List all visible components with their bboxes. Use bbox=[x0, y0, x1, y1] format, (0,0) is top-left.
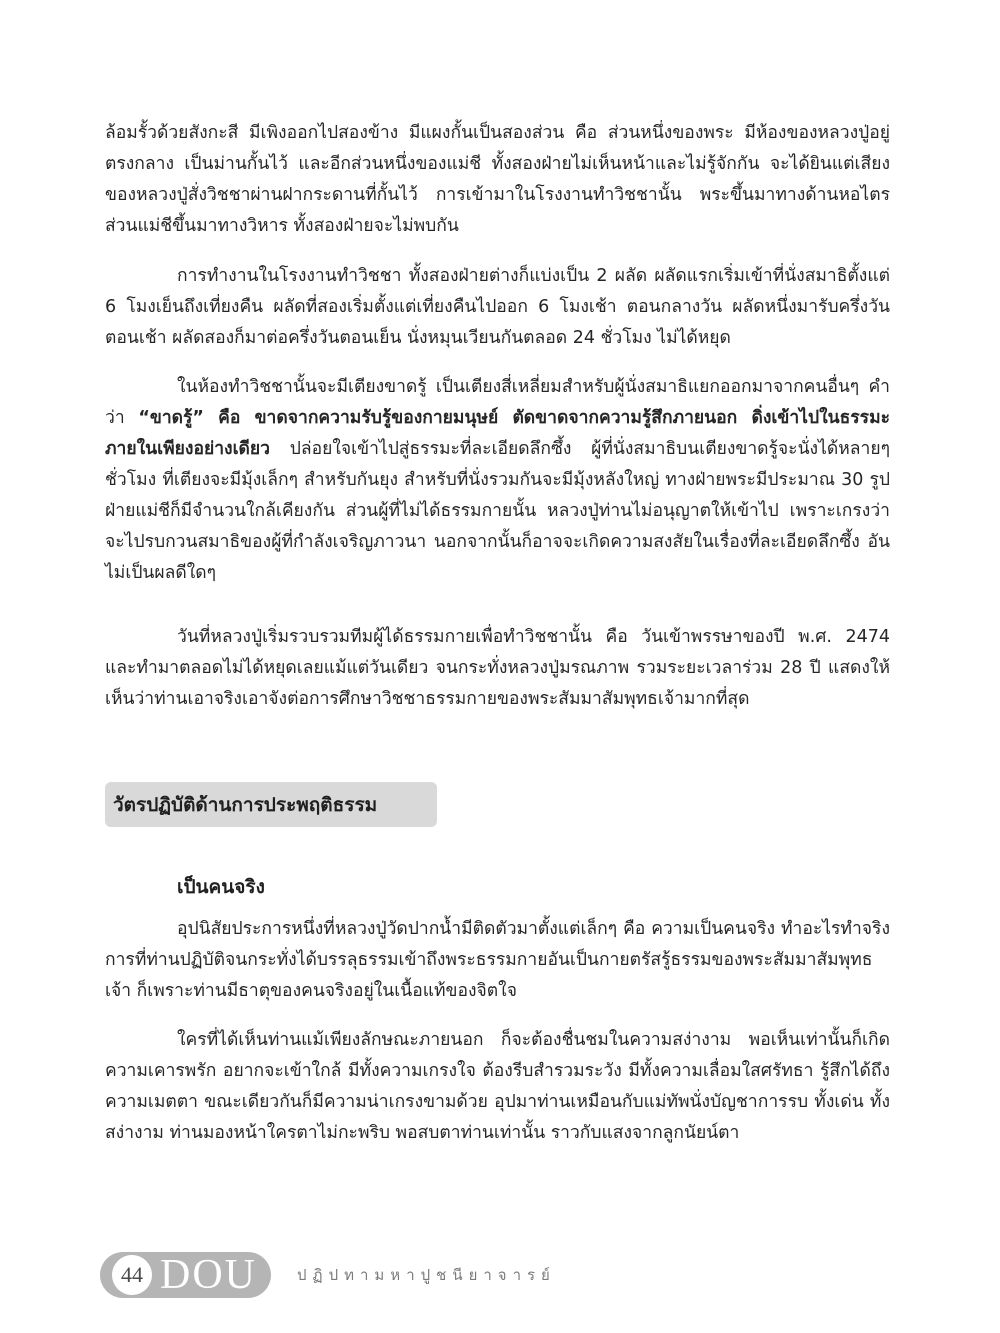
page-number: 44 bbox=[112, 1255, 152, 1295]
paragraph-4: วันที่หลวงปู่เริ่มรวบรวมทีมผู้ได้ธรรมกายเพื่อทำวิชชานั้น คือ วันเข้าพรรษาของปี พ.ศ. 2474 และทำมาตลอดไม่ได้หยุดเลยแม้แต่วันเดียว จนกระทั่งหลวงปู่มรณภาพ รวมระยะเวลาร่วม 28 ปี แสดงให้เห็นว่าท่านเอาจริงเอาจังต่อการศึกษาวิชชาธรรมกายของพระสัมมาสัมพุทธเจ้ามากที่สุด bbox=[105, 627, 890, 709]
section-header bbox=[105, 782, 437, 827]
footer-badge bbox=[100, 1252, 271, 1298]
paragraph-3-rest: ปล่อยใจเข้าไปสู่ธรรมะที่ละเอียดลึกซึ้ง ผู้ที่นั่งสมาธิบนเตียงขาดรู้จะนั่งได้หลายๆ ชั่วโมง ที่เตียงจะมีมุ้งเล็กๆ สำหรับกันยุง สำหรับที่นั่งรวมกันจะมีมุ้งหลังใหญ่ ทางฝ่ายพระมีประมาณ 30 รูป ฝ่ายแม่ชีก็มีจำนวนใกล้เคียงกัน ส่วนผู้ที่ไม่ได้ธรรมกายนั้น หลวงปู่ท่านไม่อนุญาตให้เข้าไป เพราะเกรงว่าจะไปรบกวนสมาธิของผู้ที่กำลังเจริญภาวนา นอกจากนั้นก็อาจจะเกิดความสงสัยในเรื่องที่ละเอียดลึกซึ้ง อันไม่เป็นผลดีใดๆ bbox=[105, 439, 890, 583]
book-title: ปฏิปทามหาปูชนียาจารย์ bbox=[297, 1266, 556, 1284]
paragraph-2: การทำงานในโรงงานทำวิชชา ทั้งสองฝ่ายต่างก็แบ่งเป็น 2 ผลัด ผลัดแรกเริ่มเข้าที่นั่งสมาธิตั้งแต่ 6 โมงเย็นถึงเที่ยงคืน ผลัดที่สองเริ่มตั้งแต่เที่ยงคืนไปออก 6 โมงเช้า ตอนกลางวัน ผลัดหนึ่งมารับครึ่งวันตอนเช้า ผลัดสองก็มาต่อครึ่งวันตอนเย็น นั่งหมุนเวียนกันตลอด 24 ชั่วโมง ไม่ได้หยุด bbox=[105, 266, 890, 348]
brand-logo: DOU bbox=[160, 1252, 257, 1298]
paragraph-6: ใครที่ได้เห็นท่านแม้เพียงลักษณะภายนอก ก็จะต้องชื่นชมในความสง่างาม พอเห็นเท่านั้นก็เกิดความเคารพรัก อยากจะเข้าใกล้ มีทั้งความเกรงใจ ต้องรีบสำรวมระวัง มีทั้งความเลื่อมใสศรัทธา รู้สึกได้ถึงความเมตตา ขณะเดียวกันก็มีความน่าเกรงขามด้วย อุปมาท่านเหมือนกับแม่ทัพนั่งบัญชาการรบ ทั้งเด่น ทั้งสง่างาม ท่านมองหน้าใครตาไม่กะพริบ พอสบตาท่านเท่านั้น ราวกับแสงจากลูกนัยน์ตา bbox=[105, 1030, 890, 1143]
paragraph-1: ล้อมรั้วด้วยสังกะสี มีเพิงออกไปสองข้าง มีแผงกั้นเป็นสองส่วน คือ ส่วนหนึ่งของพระ มีห้องของหลวงปู่อยู่ตรงกลาง เป็นม่านกั้นไว้ และอีกส่วนหนึ่งของแม่ชี ทั้งสองฝ่ายไม่เห็นหน้าและไม่รู้จักกัน จะได้ยินแต่เสียงของหลวงปู่สั่งวิชชาผ่านฝากระดานที่กั้นไว้ การเข้ามาในโรงงานทำวิชชานั้น พระขึ้นมาทางด้านหอไตร ส่วนแม่ชีขึ้นมาทางวิหาร ทั้งสองฝ่ายจะไม่พบกัน bbox=[105, 123, 890, 236]
paragraph-3 bbox=[105, 372, 890, 589]
khad-ru-definition: “ขาดรู้” คือ ขาดจากความรับรู้ของกายมนุษย์ ตัดขาดจากความรู้สึกภายนอก ดิ่งเข้าไปในธรรมะภายในเพียงอย่างเดียว bbox=[105, 408, 890, 459]
paragraph-3-intro: ในห้องทำวิชชานั้นจะมีเตียงขาดรู้ เป็นเตียงสี่เหลี่ยมสำหรับผู้นั่งสมาธิแยกออกมาจากคนอื่นๆ คำว่า bbox=[105, 377, 890, 428]
subheading: เป็นคนจริง bbox=[177, 876, 265, 898]
section-title: วัตรปฏิบัติด้านการประพฤติธรรม bbox=[113, 793, 378, 816]
paragraph-5: อุปนิสัยประการหนึ่งที่หลวงปู่วัดปากน้ำมีติดตัวมาตั้งแต่เล็กๆ คือ ความเป็นคนจริง ทำอะไรทำจริง การที่ท่านปฏิบัติจนกระทั่งได้บรรลุธรรมเข้าถึงพระธรรมกายอันเป็นกายตรัสรู้ธรรมของพระสัมมาสัมพุทธเจ้า ก็เพราะท่านมีธาตุของคนจริงอยู่ในเนื้อแท้ของจิตใจ bbox=[105, 919, 890, 1001]
page-footer bbox=[100, 1252, 556, 1298]
